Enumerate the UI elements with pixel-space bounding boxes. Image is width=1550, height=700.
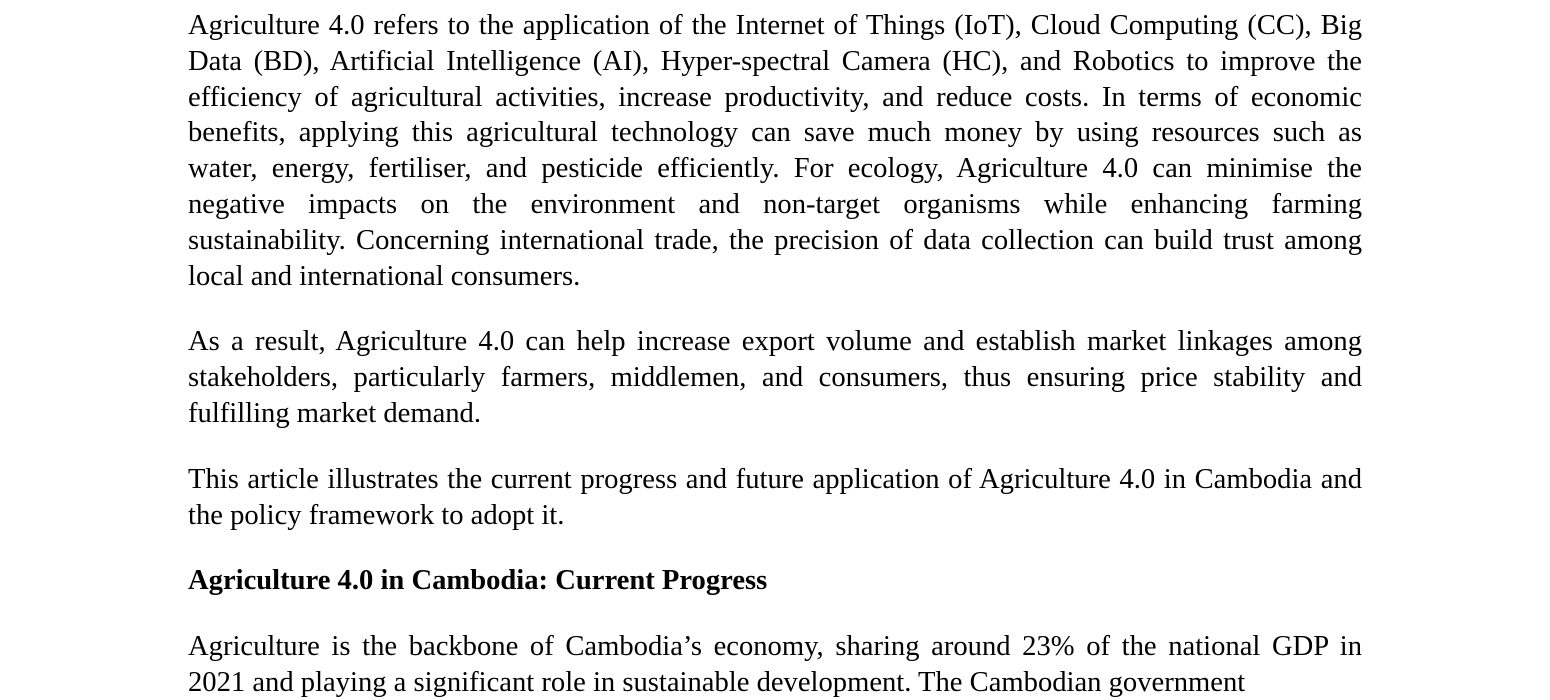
section-heading: Agriculture 4.0 in Cambodia: Current Progress bbox=[188, 565, 768, 597]
paragraph-section-start: Agriculture is the backbone of Cambodia’s economy, sharing around 23% of the national GDP in 2021 and playing a significant role in sustainable development. The Cambodian government bbox=[188, 631, 1362, 698]
paragraph-result: As a result, Agriculture 4.0 can help increase export volume and establish market linkages among stakeholders, particularly farmers, middlemen, and consumers, thus ensuring price stability and fulfilling market demand. bbox=[188, 326, 1362, 429]
paragraph-intro: Agriculture 4.0 refers to the application of the Internet of Things (IoT), Cloud Computing (CC), Big Data (BD), Artificial Intelligence (AI), Hyper-spectral Camera (HC), and Robotics to improve the efficiency of agricultural activities, increase productivity, and reduce costs. In terms of economic benefits, applying this agricultural technology can save much money by using resources such as water, energy, fertiliser, and pesticide efficiently. For ecology, Agriculture 4.0 can minimise the negative impacts on the environment and non-target organisms while enhancing farming sustainability. Concerning international trade, the precision of data collection can build trust among local and international consumers. bbox=[188, 10, 1362, 292]
paragraph-article-scope: This article illustrates the current progress and future application of Agriculture 4.0 in Cambodia and the policy framework to adopt it. bbox=[188, 463, 1362, 531]
document-body bbox=[188, 8, 1362, 700]
